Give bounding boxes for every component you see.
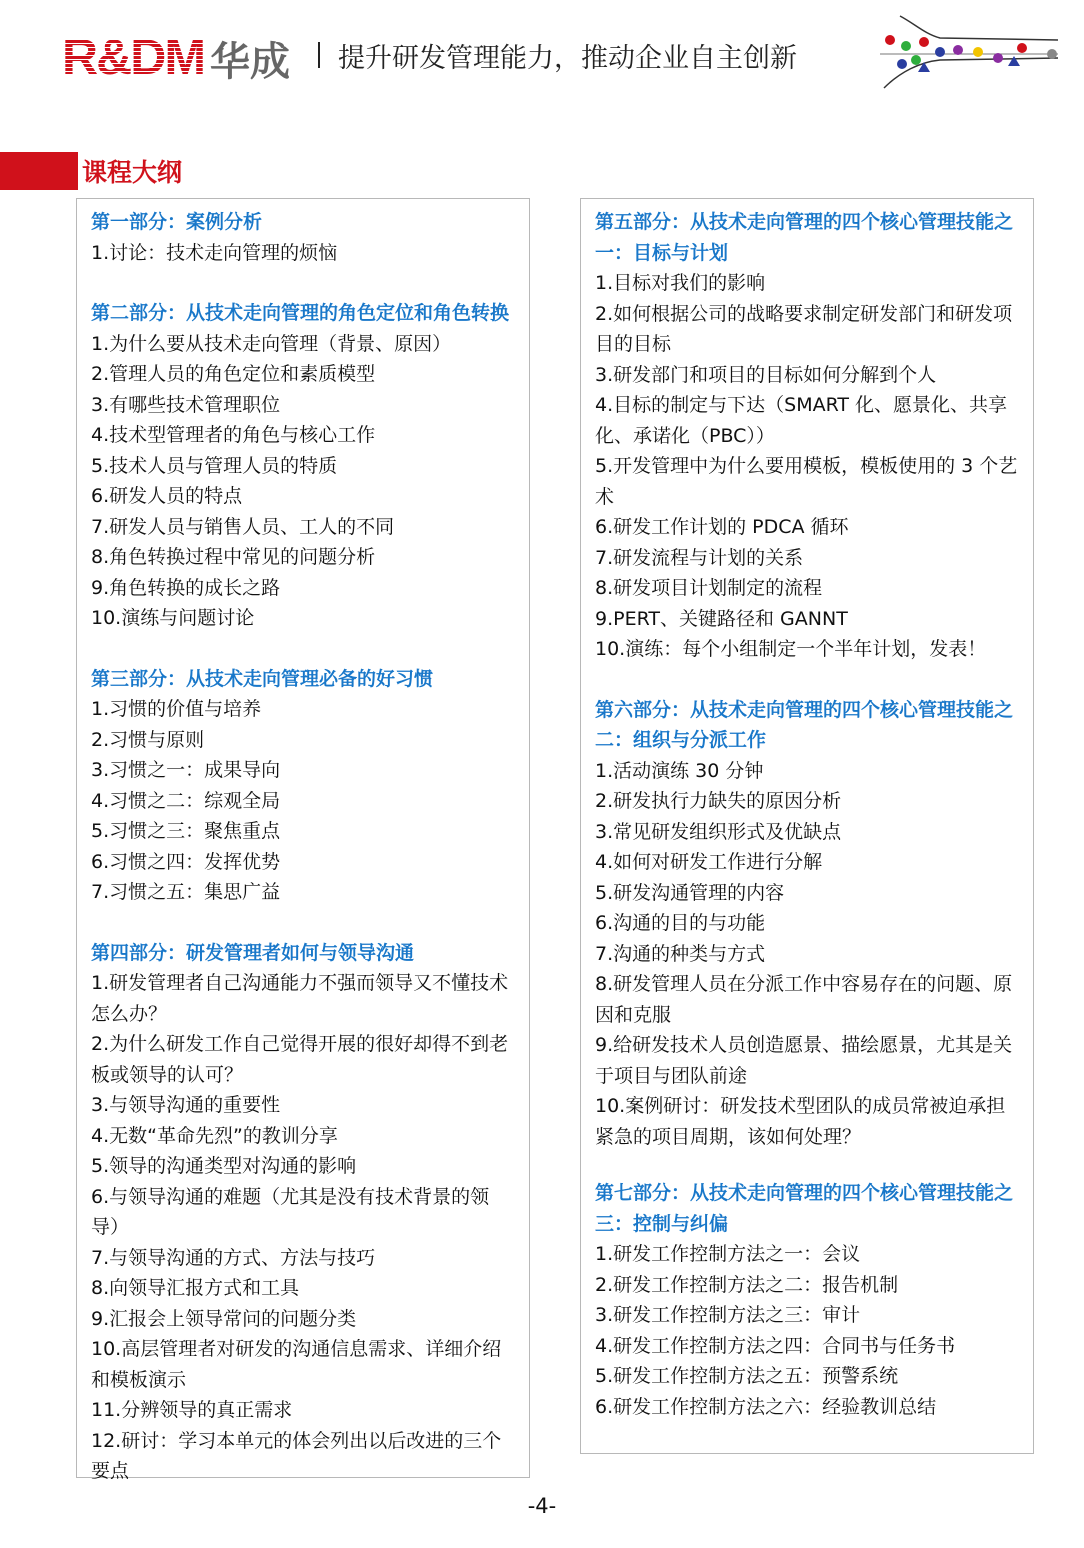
outline-item: 9.PERT、关键路径和 GANNT <box>595 607 848 630</box>
header-divider <box>318 42 320 68</box>
outline-item: 4.无数“革命先烈”的教训分享 <box>91 1124 338 1147</box>
outline-item: 1.研发工作控制方法之一：会议 <box>595 1243 861 1265</box>
decorative-beads-icon <box>880 14 1060 94</box>
part-title: 第一部分：案例分析 <box>91 211 263 233</box>
outline-item: 9.汇报会上领导常问的问题分类 <box>91 1307 357 1330</box>
outline-item: 4.研发工作控制方法之四：合同书与任务书 <box>595 1334 956 1357</box>
outline-item: 9.角色转换的成长之路 <box>91 576 281 599</box>
outline-item: 3.研发工作控制方法之三：审计 <box>595 1304 861 1326</box>
outline-item: 2.研发执行力缺失的原因分析 <box>595 790 842 812</box>
outline-item: 1.目标对我们的影响 <box>595 272 766 294</box>
outline-item: 7.沟通的种类与方式 <box>595 942 766 965</box>
outline-item: 4.技术型管理者的角色与核心工作 <box>91 424 376 446</box>
outline-item: 10.演练：每个小组制定一个半年计划，发表！ <box>595 638 987 660</box>
part-title: 第五部分：从技术走向管理的四个核心管理技能之一：目标与计划 <box>595 211 1014 264</box>
part-title: 第三部分：从技术走向管理必备的好习惯 <box>91 667 434 690</box>
outline-item: 6.习惯之四：发挥优势 <box>91 850 281 873</box>
part-title: 第四部分：研发管理者如何与领导沟通 <box>91 941 415 964</box>
outline-item: 3.与领导沟通的重要性 <box>91 1094 281 1116</box>
outline-item: 7.与领导沟通的方式、方法与技巧 <box>91 1246 376 1269</box>
outline-item: 8.研发项目计划制定的流程 <box>595 577 823 599</box>
outline-item: 3.研发部门和项目的目标如何分解到个人 <box>595 363 937 386</box>
outline-item: 10.演练与问题讨论 <box>91 607 255 629</box>
outline-item: 5.开发管理中为什么要用模板，模板使用的 3 个艺术 <box>595 455 1018 508</box>
outline-item: 2.研发工作控制方法之二：报告机制 <box>595 1273 899 1296</box>
outline-item: 7.研发流程与计划的关系 <box>595 546 804 569</box>
section-title: 课程大纲 <box>82 158 183 187</box>
part-title: 第六部分：从技术走向管理的四个核心管理技能之二：组织与分派工作 <box>595 698 1014 751</box>
rdm-logo: R&DM <box>62 29 204 85</box>
section-marker <box>0 152 78 190</box>
outline-item: 12.研讨：学习本单元的体会列出以后改进的三个要点 <box>91 1429 502 1482</box>
outline-item: 8.研发管理人员在分派工作中容易存在的问题、原因和克服 <box>595 973 1013 1026</box>
outline-item: 5.技术人员与管理人员的特质 <box>91 454 338 477</box>
outline-item: 1.研发管理者自己沟通能力不强而领导又不懂技术怎么办？ <box>91 972 509 1025</box>
page-number: -4- <box>527 1494 557 1518</box>
outline-item: 2.习惯与原则 <box>91 728 205 751</box>
outline-item: 1.活动演练 30 分钟 <box>595 759 764 782</box>
outline-item: 3.习惯之一：成果导向 <box>91 759 281 781</box>
part-title: 第二部分：从技术走向管理的角色定位和角色转换 <box>91 302 510 324</box>
outline-item: 2.如何根据公司的战略要求制定研发部门和研发项目的目标 <box>595 302 1013 355</box>
outline-item: 6.研发工作控制方法之六：经验教训总结 <box>595 1395 937 1418</box>
outline-item: 8.角色转换过程中常见的问题分析 <box>91 546 376 568</box>
outline-item: 5.习惯之三：聚焦重点 <box>91 820 281 842</box>
outline-item: 6.研发人员的特点 <box>91 485 243 507</box>
outline-item: 11.分辨领导的真正需求 <box>91 1399 293 1421</box>
huacheng-logo-text: 华成 <box>210 39 290 85</box>
outline-item: 9.给研发技术人员创造愿景、描绘愿景，尤其是关于项目与团队前途 <box>595 1034 1013 1087</box>
outline-item: 1.习惯的价值与培养 <box>91 698 262 720</box>
outline-right-column <box>580 198 1034 1454</box>
outline-left-column <box>76 198 530 1482</box>
outline-item: 1.讨论：技术走向管理的烦恼 <box>91 241 338 264</box>
outline-item: 4.习惯之二：综观全局 <box>91 789 281 812</box>
outline-item: 2.管理人员的角色定位和素质模型 <box>91 363 376 385</box>
outline-item: 7.习惯之五：集思广益 <box>91 881 281 903</box>
part-title: 第七部分：从技术走向管理的四个核心管理技能之三：控制与纠偏 <box>595 1182 1014 1235</box>
outline-item: 2.为什么研发工作自己觉得开展的很好却得不到老板或领导的认可？ <box>91 1033 509 1086</box>
outline-item: 6.沟通的目的与功能 <box>595 912 766 934</box>
outline-item: 4.如何对研发工作进行分解 <box>595 851 823 873</box>
outline-item: 5.领导的沟通类型对沟通的影响 <box>91 1155 357 1177</box>
outline-item: 1.为什么要从技术走向管理（背景、原因） <box>91 332 452 355</box>
outline-item: 8.向领导汇报方式和工具 <box>91 1277 300 1299</box>
header-slogan: 提升研发管理能力，推动企业自主创新 <box>338 43 797 74</box>
outline-item: 5.研发工作控制方法之五：预警系统 <box>595 1365 899 1387</box>
page-header <box>0 0 1084 110</box>
outline-item: 4.目标的制定与下达（SMART 化、愿景化、共享化、承诺化（PBC）） <box>595 394 1008 447</box>
outline-item: 3.有哪些技术管理职位 <box>91 393 281 416</box>
outline-item: 6.与领导沟通的难题（尤其是没有技术背景的领导） <box>91 1185 490 1238</box>
outline-item: 6.研发工作计划的 PDCA 循环 <box>595 516 849 538</box>
outline-item: 5.研发沟通管理的内容 <box>595 881 785 904</box>
outline-item: 7.研发人员与销售人员、工人的不同 <box>91 515 395 538</box>
outline-item: 10.案例研讨：研发技术型团队的成员常被迫承担紧急的项目周期，该如何处理？ <box>595 1095 1006 1148</box>
outline-item: 3.常见研发组织形式及优缺点 <box>595 820 842 843</box>
outline-item: 10.高层管理者对研发的沟通信息需求、详细介绍和模板演示 <box>91 1338 502 1391</box>
